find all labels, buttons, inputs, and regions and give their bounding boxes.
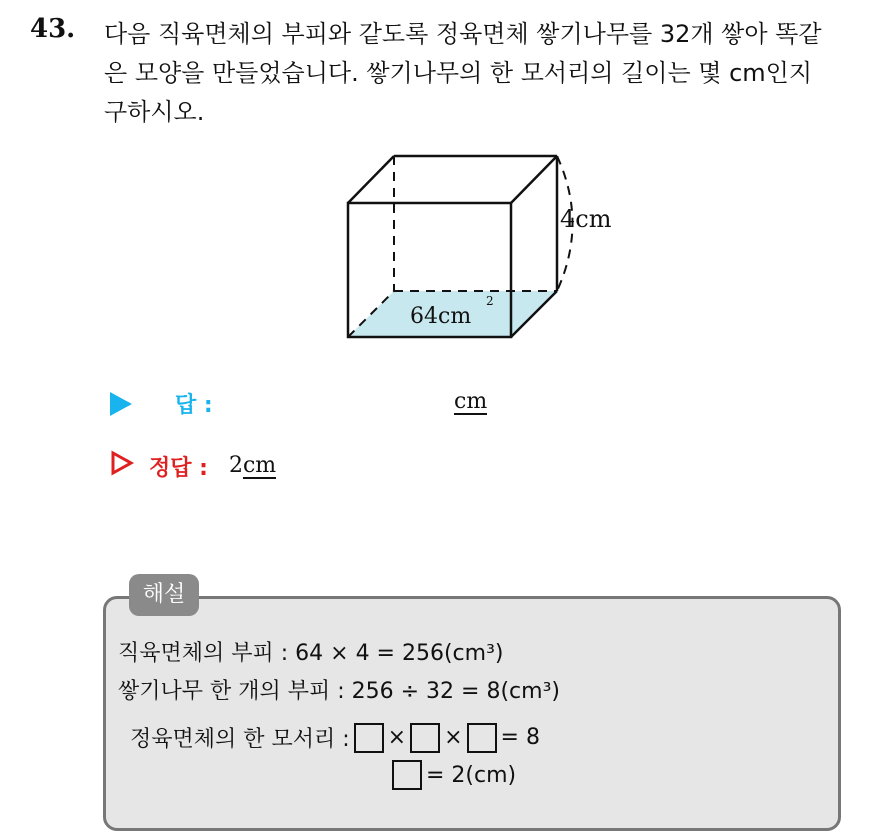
height-label: 4cm — [560, 205, 612, 233]
play-arrow-icon — [110, 392, 132, 416]
edge-equation-result: = 8 — [500, 725, 540, 750]
answer-label: 답 : — [175, 393, 213, 418]
blank-box — [410, 723, 440, 753]
blank-box — [392, 760, 422, 790]
answer-unit: cm — [454, 389, 488, 414]
explanation-tag: 해설 — [129, 574, 199, 616]
base-area-exponent: 2 — [486, 294, 494, 308]
solution-label: 정답 : — [149, 455, 208, 481]
solution-row — [110, 450, 276, 482]
blank-box — [354, 723, 384, 753]
answer-row — [110, 388, 213, 419]
question-line-1: 다음 직육면체의 부피와 같도록 정육면체 쌓기나무를 32개 쌓아 똑같 — [104, 20, 822, 48]
times-sign: × — [387, 725, 407, 750]
question-line-3: 구하시오. — [104, 98, 205, 126]
question-line-2: 은 모양을 만들었습니다. 쌓기나무의 한 모서리의 길이는 몇 cm인지 — [104, 59, 813, 87]
outline-arrow-icon — [110, 450, 134, 482]
blank-box — [467, 723, 497, 753]
explanation-line-4 — [392, 760, 520, 790]
explanation-line-1: 직육면체의 부피 : 64 × 4 = 256(cm³) — [118, 641, 504, 666]
times-sign: × — [444, 725, 463, 750]
explanation-line-3 — [130, 722, 544, 753]
solution-value: 2 — [228, 453, 243, 478]
cuboid-figure — [330, 145, 630, 345]
explanation-line-2: 쌓기나무 한 개의 부피 : 256 ÷ 32 = 8(cm³) — [118, 679, 560, 704]
edge-equation-label: 정육면체의 한 모서리 : — [130, 727, 350, 752]
solution-unit: cm — [242, 453, 277, 478]
question-number: 43. — [30, 14, 76, 44]
solution-value-group — [229, 453, 276, 478]
base-area-label: 64cm — [410, 304, 472, 329]
edge-result: = 2(cm) — [426, 762, 517, 788]
explanation-box — [103, 596, 841, 831]
